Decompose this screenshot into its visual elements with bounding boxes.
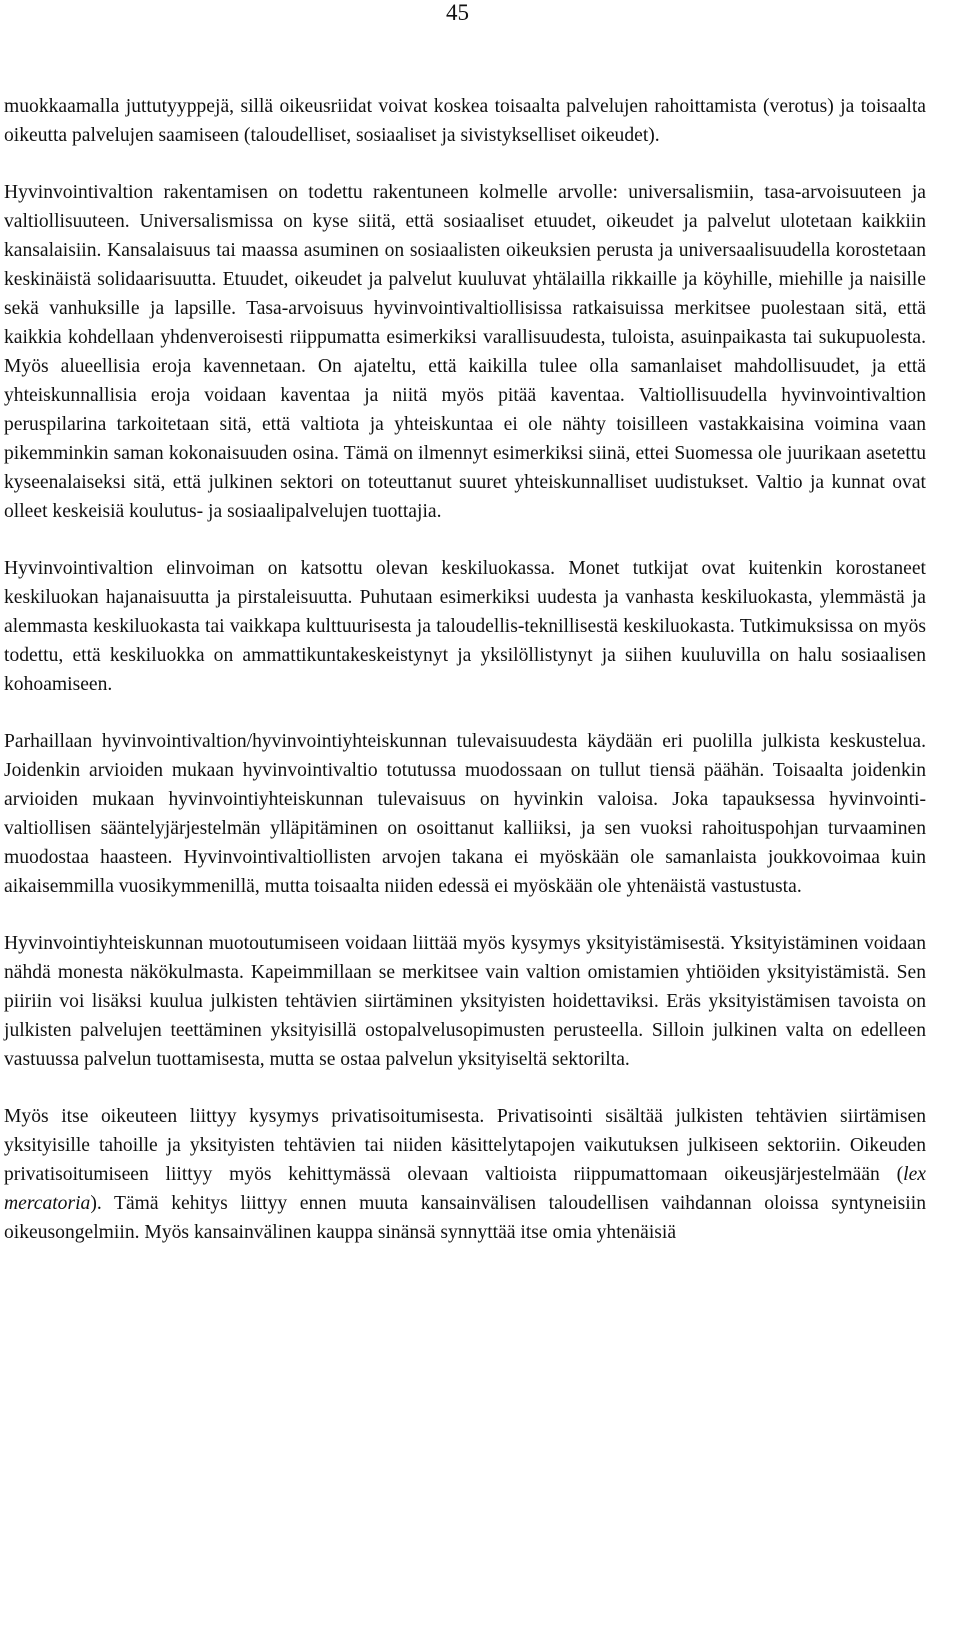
page-number: 45 bbox=[446, 0, 469, 25]
paragraph-1: muokkaamalla juttutyyppejä, sillä oikeusriidat voivat koskea toisaalta palvelujen rahoittamista (verotus) ja toisaalta oikeutta palvelujen saamiseen (taloudelliset, sosiaaliset ja sivistykselliset oikeudet). bbox=[4, 96, 926, 146]
paragraph-2: Hyvinvointivaltion rakentamisen on todettu rakentuneen kolmelle arvolle: universalismiin, tasa-arvoisuuteen ja valtiollisuuteen. Universalismissa on kyse siitä, että sosiaaliset etuudet, oikeudet ja palvelut ulotetaan kaikkiin kansalaisiin. Kansalaisuus tai maassa asuminen on sosiaalisten oikeuksien perusta ja universaalisuudella korostetaan keskinäistä solidaarisuutta. Etuudet, oikeudet ja palvelut kuuluvat yhtälailla rikkaille ja köyhille, miehille ja naisille sekä vanhuksille ja lapsille. Tasa-arvoisuus hyvinvointivaltiollisissa ratkaisuissa merkitsee puolestaan sitä, että kaikkia kohdellaan yhdenveroisesti riippumatta esimerkiksi varallisuudesta, tuloista, asuinpaikasta tai sukupuolesta. Myös alueellisia eroja kavennetaan. On ajateltu, että kaikilla tulee olla samanlaiset mahdollisuudet, ja että yhteiskunnallisia eroja voidaan kaventaa ja niitä myös pitää kaventaa. Valtiollisuudella hyvinvointivaltion peruspilarina tarkoitetaan sitä, että valtiota ja yhteiskuntaa ei ole nähty toisilleen vastakkaisina voimina vaan pikemminkin saman kokonaisuuden osina. Tämä on ilmennyt esimerkiksi siinä, ettei Suomessa ole juurikaan asetettu kyseenalaiseksi sitä, että julkinen sektori on toteuttanut suuret yhteiskunnalliset uudistukset. Valtio ja kunnat ovat olleet keskeisiä koulutus- ja sosiaalipalvelujen tuottajia. bbox=[4, 182, 926, 522]
paragraph-5: Hyvinvointiyhteiskunnan muotoutumiseen voidaan liittää myös kysymys yksityistämisestä. Yksityistäminen voidaan nähdä monesta näkökulmasta. Kapeimmillaan se merkitsee vain valtion omistamien yhtiöiden yksityistämistä. Sen piiriin voi lisäksi kuulua julkisten tehtävien siirtäminen yksityisten hoidettaviksi. Eräs yksityistämisen tavoista on julkisten palvelujen teettäminen yksityisillä ostopalvelusopimusten perusteella. Silloin julkinen valta on edelleen vastuussa palvelun tuottamisesta, mutta se ostaa palvelun yksityiseltä sektorilta. bbox=[4, 933, 926, 1070]
paragraph-6 bbox=[4, 1102, 926, 1247]
paragraph-6-italic-term: lex mercatoria bbox=[4, 1164, 926, 1214]
document-body bbox=[4, 92, 926, 1247]
paragraph-6-text-before: Myös itse oikeuteen liittyy kysymys privatisoitumisesta. Privatisointi sisältää julkisten tehtävien siirtämisen yksityisille tahoille ja yksityisten tehtävien tai niiden käsittelytapojen vaikutuksen julkiseen sektoriin. Oikeuden privatisoitumiseen liittyy myös kehittymässä olevaan valtioista riippumattomaan oikeusjärjestelmään ( bbox=[4, 1106, 926, 1185]
paragraph-4: Parhaillaan hyvinvointivaltion/hyvinvointiyhteiskunnan tulevaisuudesta käydään eri puolilla julkista keskustelua. Joidenkin arvioiden mukaan hyvinvointivaltio totutussa muodossaan on tullut tiensä päähän. Toisaalta joidenkin arvioiden mukaan hyvinvointiyhteiskunnan tulevaisuus on hyvinkin valoisa. Joka tapauksessa hyvinvointi-valtiollisen sääntelyjärjestelmän ylläpitäminen on osoittanut kalliiksi, ja sen vuoksi rahoituspohjan turvaaminen muodostaa haasteen. Hyvinvointivaltiollisten arvojen takana ei myöskään ole samanlaista joukkovoimaa kuin aikaisemmilla vuosikymmenillä, mutta toisaalta niiden edessä ei myöskään ole yhtenäistä vastustusta. bbox=[4, 731, 926, 897]
paragraph-3: Hyvinvointivaltion elinvoiman on katsottu olevan keskiluokassa. Monet tutkijat ovat kuitenkin korostaneet keskiluokan hajanaisuutta ja pirstaleisuutta. Puhutaan esimerkiksi uudesta ja vanhasta keskiluokasta, ylemmästä ja alemmasta keskiluokasta tai vaikkapa kulttuurisesta ja taloudellis-teknillisestä keskiluokasta. Tutkimuksissa on myös todettu, että keskiluokka on ammattikuntakeskeistynyt ja yksilöllistynyt ja siihen kuuluvilla on halu sosiaalisen kohoamiseen. bbox=[4, 558, 926, 695]
paragraph-6-text-after: ). Tämä kehitys liittyy ennen muuta kansainvälisen taloudellisen vaihdannan oloissa syntyneisiin oikeusongelmiin. Myös kansainvälinen kauppa sinänsä synnyttää itse omia yhtenäisiä bbox=[4, 1193, 926, 1243]
